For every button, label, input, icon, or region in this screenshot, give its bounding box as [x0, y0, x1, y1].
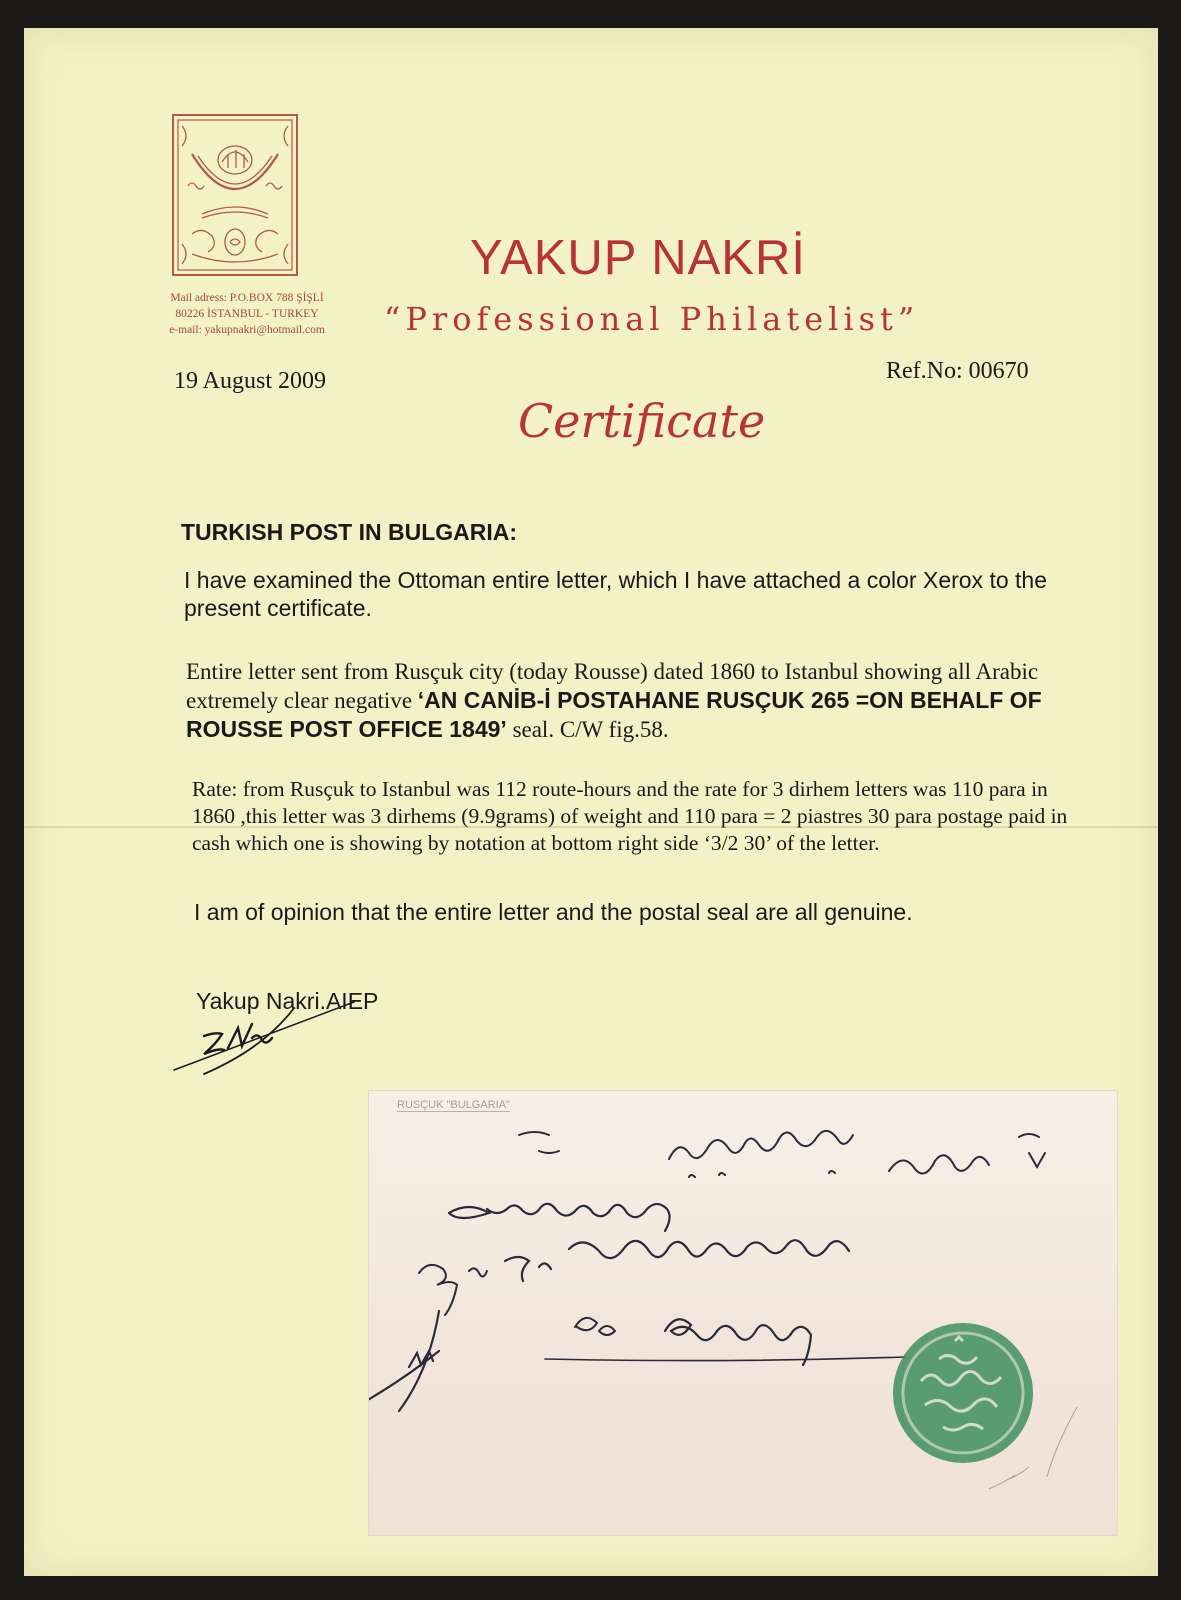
mail-address-block [142, 290, 352, 338]
brand-name: YAKUP NAKRİ [470, 231, 806, 285]
email-line: e-mail: yakupnakri@hotmail.com [169, 324, 325, 336]
paragraph-letter-description [186, 658, 1066, 744]
paragraph-opinion: I am of opinion that the entire letter and the postal seal are all genuine. [194, 899, 913, 925]
letter-handwriting [369, 1091, 1117, 1535]
certificate-date: 19 August 2009 [174, 368, 327, 394]
seal-inscription: ‘AN CANİB-İ POSTAHANE RUSÇUK 265 =ON BEHALF OF ROUSSE POST OFFICE 1849’ [186, 687, 1042, 742]
postal-seal [893, 1323, 1033, 1463]
paragraph-rate: Rate: from Rusçuk to Istanbul was 112 route-hours and the rate for 3 dirhem letters was 110 para in 1860 ,this letter was 3 dirhems (9.9grams) of weight and 110 para = 2 piastres 30 para postage paid in cash which one is showing by notation at bottom right side ‘3/2 30’ of the letter. [192, 777, 1068, 855]
mail-address-line: Mail adress: P.O.BOX 788 ŞİŞLİ [170, 292, 324, 304]
section-heading: TURKISH POST IN BULGARIA: [181, 519, 518, 545]
certificate-paper [24, 28, 1158, 1576]
signer-name: Yakup Nakri.AIEP [196, 988, 379, 1014]
reference-number: Ref.No: 00670 [886, 358, 1029, 384]
paragraph-examination: I have examined the Ottoman entire letter, which I have attached a color Xerox to the present certificate. [184, 567, 1047, 621]
handwritten-signature [144, 978, 374, 1108]
letter-label: RUSÇUK "BULGARIA" [397, 1099, 510, 1111]
ottoman-tughra-stamp-icon [172, 114, 298, 276]
attached-letter-copy [368, 1090, 1118, 1536]
paragraph-text: seal. C/W fig.58. [506, 717, 669, 742]
mail-city-line: 80226 İSTANBUL - TURKEY [175, 308, 319, 320]
paragraph-text: Entire letter sent from Rusçuk city (today Rousse) dated 1860 to Istanbul showing all Arabic extremely clear negative [186, 659, 1039, 713]
certificate-title: Certificate [518, 394, 766, 448]
brand-tagline: “Professional Philatelist” [384, 300, 920, 338]
